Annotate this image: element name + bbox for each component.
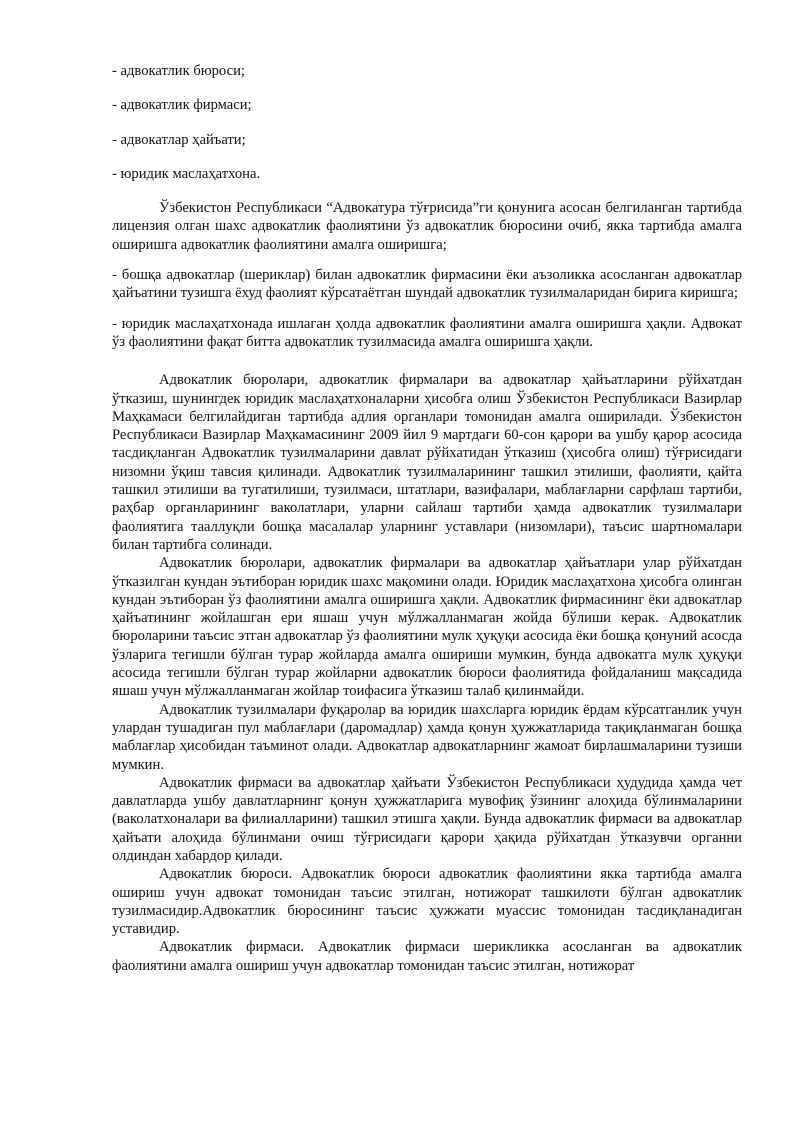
- list-item: - адвокатлар ҳайъати;: [112, 131, 246, 148]
- body-paragraph: Адвокатлик фирмаси. Адвокатлик фирмаси шерикликка асосланган ва адвокатлик фаолиятини амалга ошириш учун адвокатлар томонидан таъсис этилган, нотижорат: [112, 939, 742, 974]
- body-paragraph: Адвокатлик бюроси. Адвокатлик бюроси адвокатлик фаолиятини якка тартибда амалга ошириш учун адвокат томонидан таъсис этилган, нотижорат ташкилоти бўлган адвокатлик тузилмасидир.Адвокатлик бюросининг таъсис ҳужжати муассис томонидан тасдиқланадиган уставидир.: [112, 866, 742, 938]
- dash-paragraph: - бошқа адвокатлар (шериклар) билан адвокатлик фирмасини ёки аъзоликка асосланган адвокатлар ҳайъатини тузишга ёхуд фаолият кўрсатаётган шундай адвокатлик тузилмаларидан бирига киришга;: [112, 267, 742, 302]
- list-item: - адвокатлик фирмаси;: [112, 97, 252, 114]
- intro-paragraph: Ўзбекистон Республикаси “Адвокатура тўғрисида”ги қонунига асосан белгиланган тартибда лицензия олган шахс адвокатлик фаолиятини ўз адвокатлик бюросини очиб, якка тартибда амалга оширишга адвокатлик фаолиятини амалга оширишга;: [112, 200, 742, 253]
- document-page: [112, 62, 742, 975]
- body-paragraph: Адвокатлик фирмаси ва адвокатлар ҳайъати Ўзбекистон Республикаси ҳудудида ҳамда чет давлатларда ушбу давлатларнинг қонун ҳужжатларига мувофиқ ўзининг алоҳида бўлинмаларини (ваколатхоналари ва филиалларини) ташкил этишга ҳақли. Бунда адвокатлик фирмаси ва адвокатлар ҳайъати алоҳида бўлинмани очиш тўғрисидаги қарори ҳақида рўйхатдан ўтказувчи органни олдиндан хабардор қилади.: [112, 774, 742, 864]
- body-paragraph: Адвокатлик бюролари, адвокатлик фирмалари ва адвокатлар ҳайъатларини рўйхатдан ўтказиш, шунингдек юридик маслаҳатхоналарни ҳисобга олиш Ўзбекистон Республикаси Вазирлар Маҳкамаси белгилайдиган тартибда адлия органлари томонидан амалга оширилади. Ўзбекистон Республикаси Вазирлар Маҳкамасининг 2009 йил 9 мартдаги 60-сон қарори ва ушбу қарор асосида тасдиқланган Адвокатлик тузилмаларини давлат рўйхатидан ўтказиш (ҳисобга олиш) тўғрисидаги низомни ўқиш тавсия қилинади. Адвокатлик тузилмаларининг ташкил этилиши, фаолияти, қайта ташкил этилиши ва тугатилиши, тузилмаси, штатлари, вазифалари, маблағларни сарфлаш тартиби, раҳбар органларининг ваколатлари, уларни сайлаш тартиби ҳамда адвокатлик тузилмалари фаолиятига тааллуқли бошқа масалалар уларнинг уставлари (низомлари), таъсис шартномалари билан тартибга солинади.: [112, 372, 742, 553]
- list-item: - юридик маслаҳатхона.: [112, 165, 261, 182]
- dash-paragraph: - юридик маслаҳатхонада ишлаган ҳолда адвокатлик фаолиятини амалга оширишга ҳақли. Адвокат ўз фаолиятини фақат битта адвокатлик тузилмасида амалга оширишга ҳақли.: [112, 315, 742, 350]
- list-item: - адвокатлик бюроси;: [112, 63, 245, 79]
- body-paragraph: Адвокатлик тузилмалари фуқаролар ва юридик шахсларга юридик ёрдам кўрсатганлик учун улардан тушадиган пул маблағлари (даромадлар) ҳамда қонун ҳужжатларида тақиқланмаган бошқа маблағлар ҳисобидан таъминот олади. Адвокатлар адвокатларнинг жамоат бирлашмаларини тузиши мумкин.: [112, 701, 742, 773]
- body-paragraph: Адвокатлик бюролари, адвокатлик фирмалари ва адвокатлар ҳайъатлари улар рўйхатдан ўтказилган кундан эътиборан юридик шахс мақомини олади. Юридик маслаҳатхона ҳисобга олинган кундан эътиборан ўз фаолиятини амалга оширишга ҳақли. Адвокатлик фирмасининг ёки адвокатлар ҳайъатининг жойлашган ери яшаш учун мўлжалланмаган жойда бўлиши керак. Адвокатлик бюроларини таъсис этган адвокатлар ўз фаолиятини мулк ҳуқуқи асосида ёки бошқа қонуний асосда ўзларига тегишли бўлган турар жойларда амалга ошириши мумкин, бунда адвокатга мулк ҳуқуқи асосида тегишли бўлган турар жойларни адвокатлик бюроси фаолиятида фойдаланиш мақсадида яшаш учун мўлжалланмаган жойлар тоифасига ўтказиш талаб қилинмайди.: [112, 555, 742, 700]
